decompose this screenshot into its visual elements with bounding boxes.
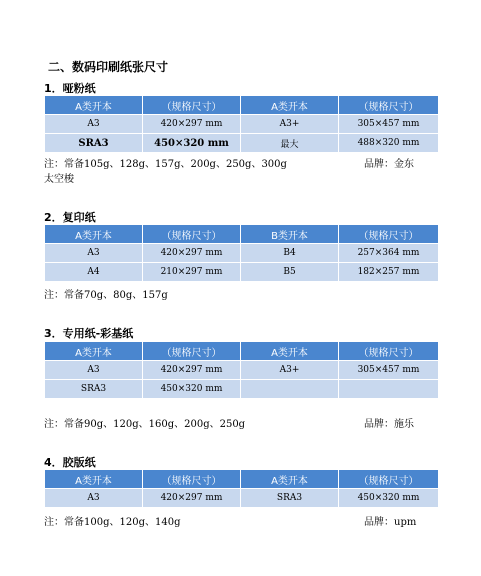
table-row (45, 115, 439, 134)
stock-note-text: 注：常备105g、128g、157g、200g、250g、300g (44, 159, 287, 170)
brand-label: 品牌：upm (364, 517, 417, 528)
table-cell: A3+ (241, 361, 339, 380)
page-title: 二、数码印刷纸张尺寸 (48, 60, 169, 74)
table-cell: A3 (45, 361, 143, 380)
table-cell: A3 (45, 244, 143, 263)
table-cell: 257×364 mm (339, 244, 439, 263)
table-header-row (45, 225, 439, 244)
header-cell: A类开本 (45, 225, 143, 244)
table-cell (241, 380, 339, 399)
table-cell: A3 (45, 489, 143, 508)
header-cell: （规格尺寸） (143, 342, 241, 361)
section-heading-color-base-paper: 3．专用纸-彩基纸 (44, 327, 134, 340)
header-cell: （规格尺寸） (143, 470, 241, 489)
spec-table-color-base-paper (44, 341, 439, 399)
table-row (45, 244, 439, 263)
table-cell: 450×320 mm (339, 489, 439, 508)
header-cell: A类开本 (45, 470, 143, 489)
table-cell: A3+ (241, 115, 339, 134)
stock-note-continued: 太空梭 (44, 174, 74, 185)
header-cell: A类开本 (241, 342, 339, 361)
stock-note (44, 415, 438, 430)
table-cell: 210×297 mm (143, 263, 241, 282)
table-cell: 420×297 mm (143, 115, 241, 134)
table-cell: 420×297 mm (143, 361, 241, 380)
table-cell: B4 (241, 244, 339, 263)
header-cell: （规格尺寸） (143, 225, 241, 244)
table-cell: 450×320 mm (143, 134, 241, 153)
table-row (45, 134, 439, 153)
table-header-row (45, 342, 439, 361)
table-cell: A3 (45, 115, 143, 134)
table-cell: 305×457 mm (339, 115, 439, 134)
stock-note (44, 513, 438, 528)
table-row (45, 380, 439, 399)
header-cell: （规格尺寸） (339, 225, 439, 244)
header-cell: A类开本 (45, 96, 143, 115)
header-cell: A类开本 (241, 470, 339, 489)
table-cell (339, 380, 439, 399)
table-cell: 最大 (241, 134, 339, 153)
header-cell: （规格尺寸） (339, 96, 439, 115)
spec-table-matte-paper (44, 95, 439, 153)
table-header-row (45, 470, 439, 489)
table-header-row (45, 96, 439, 115)
table-cell: A4 (45, 263, 143, 282)
section-heading-copy-paper: 2．复印纸 (44, 211, 96, 224)
table-cell: 488×320 mm (339, 134, 439, 153)
header-cell: A类开本 (241, 96, 339, 115)
table-cell: SRA3 (241, 489, 339, 508)
header-cell: （规格尺寸） (143, 96, 241, 115)
table-cell: B5 (241, 263, 339, 282)
stock-note-text: 注：常备90g、120g、160g、200g、250g (44, 419, 246, 430)
stock-note-text: 注：常备100g、120g、140g (44, 517, 181, 528)
table-cell: 420×297 mm (143, 489, 241, 508)
table-cell: 420×297 mm (143, 244, 241, 263)
section-heading-matte-paper: 1．哑粉纸 (44, 82, 96, 95)
header-cell: A类开本 (45, 342, 143, 361)
table-cell: 305×457 mm (339, 361, 439, 380)
header-cell: （规格尺寸） (339, 470, 439, 489)
brand-label: 品牌：施乐 (364, 419, 414, 430)
table-cell: SRA3 (45, 134, 143, 153)
header-cell: B类开本 (241, 225, 339, 244)
stock-note (44, 286, 438, 301)
stock-note (44, 155, 438, 170)
section-heading-offset-paper: 4．胶版纸 (44, 456, 96, 469)
table-row (45, 263, 439, 282)
spec-table-copy-paper (44, 224, 439, 282)
stock-note-text: 注：常备70g、80g、157g (44, 290, 168, 301)
spec-table-offset-paper (44, 469, 439, 508)
table-row (45, 489, 439, 508)
table-cell: 182×257 mm (339, 263, 439, 282)
table-cell: 450×320 mm (143, 380, 241, 399)
table-cell: SRA3 (45, 380, 143, 399)
header-cell: （规格尺寸） (339, 342, 439, 361)
table-row (45, 361, 439, 380)
brand-label: 品牌：金东 (364, 159, 414, 170)
